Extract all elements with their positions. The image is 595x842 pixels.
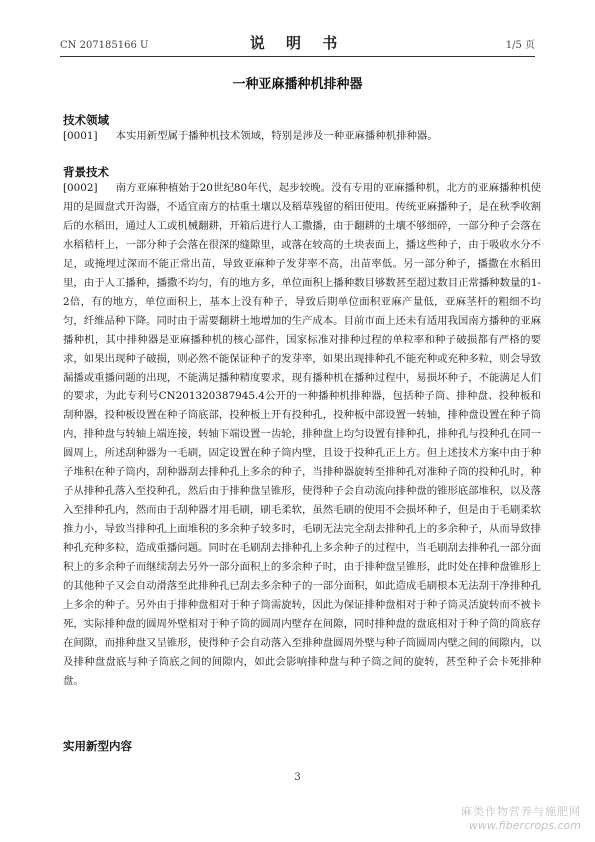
publication-number: CN 207185166 U <box>60 40 149 51</box>
section-heading-utility-model-content: 实用新型内容 <box>63 739 132 753</box>
paragraph-0001 <box>63 127 541 146</box>
paragraph-text: 本实用新型属于播种机技术领域，特别是涉及一种亚麻播种机排种器。 <box>115 130 438 142</box>
page-header <box>60 33 535 55</box>
header-divider <box>60 56 535 57</box>
watermark <box>461 803 581 832</box>
watermark-site-name: 麻类作物营养与施肥网 <box>461 805 581 818</box>
watermark-site-url: www.fibercrops.com <box>468 819 581 832</box>
page-number: 3 <box>294 772 301 783</box>
document-type: 说 明 书 <box>249 34 346 52</box>
paragraph-0002 <box>63 179 541 691</box>
paragraph-number: [0002] <box>63 182 98 194</box>
paragraph-text: 南方亚麻种植始于20世纪80年代，起步较晚。没有专用的亚麻播种机，北方的亚麻播种机使用的是圆盘式开沟器，不适宜南方的枯重土壤以及稻草残留的稻田使用。传统亚麻播种子，是在秋季收割后的水稻田，通过人工或机械翻耕，开箱后进行人工撒播，由于翻耕的土壤不够细碎，一部分种子会落在水稻秸杆上，一部分种子会落在很深的缝隙里，或落在较高的土块表面上，播这些种子，由于吸收水分不足，或掩埋过深而不能正常出苗，导致亚麻种子发芽率不高，出苗率低。另一部分种子，播撒在水稻田里，由于人工播种，播撒不均匀，有的地方多，单位面积上播种数目够数甚至超过数目正常播种数量的1-2倍，有的地方，单位面积上，基本上没有种子，导致后期单位面积亚麻产量低，亚麻茎杆的粗细不均匀，纤维品种下降。同时由于需要翻耕土地增加的生产成本。目前市面上还未有适用我国南方播种的亚麻播种机，其中排种器是亚麻播种机的核心部件，国家标准对排种过程的单粒率和种子破损都有严格的要求，如果出现种子破损，则必然不能保证种子的发芽率，如果出现排种孔不能充种或充种多粒，则会导致漏播或重播问题的出现，不能满足播种精度要求，现有播种机在播种过程中，易损坏种子，不能满足人们的要求，为此专利号CN201320387945.4公开的一种播种机排种器，包括种子筒、排种盘、投种板和刮种器，投种板设置在种子筒底部，投种板上开有投种孔，投种板中部设置一转轴，排种盘设置在种子筒内，排种盘与转轴上端连接，转轴下端设置一齿轮，排种盘上均匀设置有排种孔，排种孔与投种孔在同一圆周上，所述刮种器为一毛刷，固定设置在种子筒内壁，且设于投种孔正上方。但上述技术方案中由于种子堆积在种子筒内，刮种器刮去排种孔上多余的种子，当排种器旋转至排种孔对准种子筒的投种孔时，种子从排种孔落入至投种孔，然后由于排种盘呈锥形，使得种子会自动流向排种盘的锥形底部堆积，以及落入至排种孔内，然而由于刮种器才用毛刷，刷毛柔软，虽然毛刷的使用不会损坏种子，但是由于毛刷柔软推力小，导致当排种孔上面堆积的多余种子较多时，毛刷无法完全刮去排种孔上的多余种子，从而导致排种孔充种多粒，造成重播问题。同时在毛刷刮去排种孔上多余种子的过程中，当毛刷刮去排种孔一部分面积上的多余种子而继续刮去另外一部分面积上的多余种子时，由于排种盘呈锥形，此时处在排种盘锥形上的其他种子又会自动滑落至此排种孔已刮去多余种子的一部分面积，如此造成毛刷根本无法刮干净排种孔上多余的种子。另外由于排种盘相对于种子筒需旋转，因此为保证排种盘相对于种子筒灵活旋转而不被卡死，实际排种盘的圆周外壁相对于种子筒的圆周内壁存在间隙，同时排种盘的盘底相对于种子筒的筒底存在间隙，而排种盘又呈锥形，使得种子会自动落入至排种盘圆周外壁与种子筒圆周内壁之间的间隙内，以及排种盘盘底与种子筒底之间的间隙内，如此会影响排种盘与种子筒之间的旋转，甚至种子会卡死排种盘。 <box>63 182 541 687</box>
page-indicator: 1/5 页 <box>505 40 535 51</box>
section-heading-background: 背景技术 <box>63 165 109 179</box>
section-heading-technical-field: 技术领域 <box>63 113 109 127</box>
paragraph-number: [0001] <box>63 130 98 142</box>
document-title: 一种亚麻播种机排种器 <box>232 77 363 92</box>
